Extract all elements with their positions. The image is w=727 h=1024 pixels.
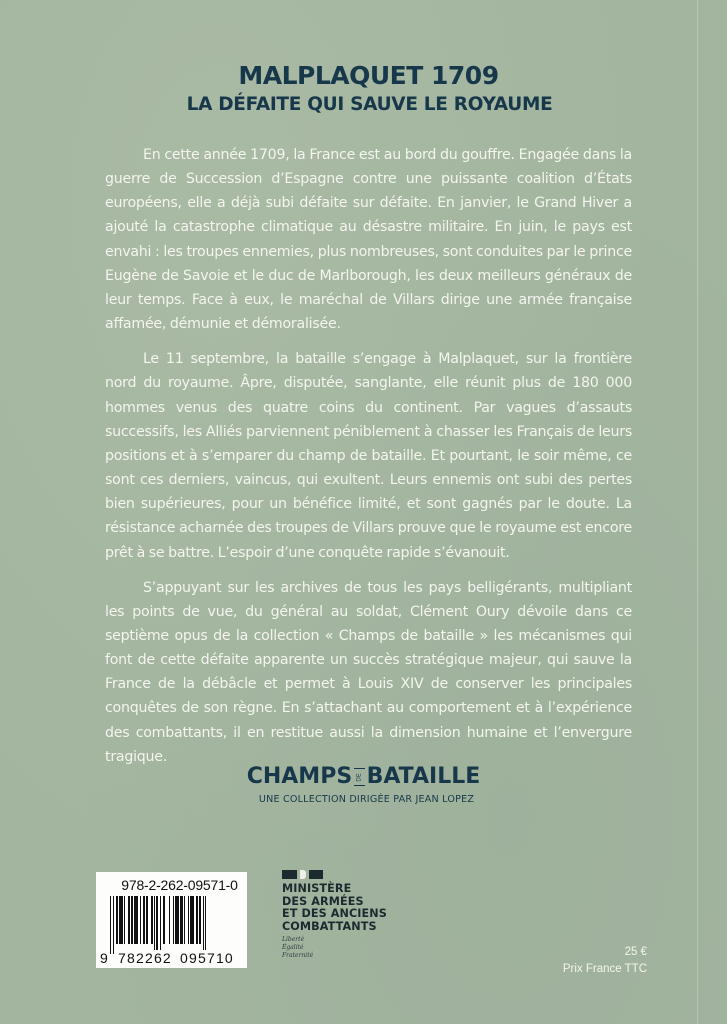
barcode-bar (160, 896, 161, 954)
barcode-bar (140, 896, 141, 944)
barcode-bar (146, 896, 147, 944)
barcode-bar (169, 896, 170, 944)
barcode-bar (113, 896, 114, 954)
barcode-bar (173, 896, 174, 944)
spine-edge (697, 0, 698, 1024)
ean-right-group: 095710 (180, 950, 234, 966)
price-block (563, 944, 647, 978)
collection-tagline: UNE COLLECTION DIRIGÉE PAR JEAN LOPEZ (258, 794, 475, 805)
barcode-bar (163, 896, 166, 944)
barcode-bar (188, 896, 189, 944)
isbn-number: 978-2-262-09571-0 (121, 877, 238, 893)
back-cover-blurb (105, 143, 632, 780)
ministry-logo (282, 870, 387, 960)
ean-first-digit: 9 (100, 950, 108, 966)
title-block (0, 60, 727, 118)
barcode-bars (110, 896, 240, 954)
blurb-paragraph-1: En cette année 1709, la France est au bord du gouffre. Engagée dans la guerre de Succession d’Espagne contre une puissante coalition d’États européens, elle a déjà subi défaite sur défaite. En janvier, le Grand Hiver a ajouté la catastrophe climatique au désastre militaire. En juin, le pays est envahi : les troupes ennemies, plus nombreuses, sont conduites par le prince Eugène de Savoie et le duc de Marlborough, les deux meilleurs généraux de leur temps. Face à eux, le maréchal de Villars dirige une armée française affamée, démunie et démoralisée. (105, 147, 632, 333)
price-label: Prix France TTC (562, 963, 647, 975)
barcode-bar (180, 896, 183, 944)
ean-left-group: 782262 (118, 950, 172, 966)
emblem-profile (300, 870, 306, 879)
marianne-emblem-icon (282, 870, 387, 879)
blurb-paragraph-2: Le 11 septembre, la bataille s’engage à Malplaquet, sur la frontière nord du royaume. Âpre, disputée, sanglante, elle réunit plus de 180 000 hommes venus des quatre coins du continent. Par vagues d’assauts successifs, les Alliés parviennent péniblement à chasser les Français de leurs positions et à s’emparer du champ de bataille. Et pourtant, le soir même, ce sont ces derniers, vaincus, qui exultent. Leurs ennemis ont subi des pertes bien supérieures, pour un bénéfice limité, et sont gagnés par le doute. La résistance acharnée des troupes de Villars prouve que le royaume est encore prêt à se battre. L’espoir d’une conquête rapide s’évanouit. (105, 351, 632, 561)
barcode-bar (128, 896, 131, 944)
collection-logo-champs: CHAMPS (246, 764, 353, 789)
isbn-barcode (96, 872, 247, 968)
price-amount: 25 € (624, 946, 647, 958)
collection-logo-bataille: BATAILLE (366, 764, 481, 789)
barcode-bar (190, 896, 194, 944)
barcode-bar (199, 896, 202, 944)
collection-branding (0, 763, 727, 805)
barcode-bar (154, 896, 155, 954)
collection-logo-de: DE (354, 768, 364, 786)
barcode-bar (151, 896, 152, 944)
barcode-bar (124, 896, 125, 944)
barcode-bar (196, 896, 197, 944)
barcode-bar (175, 896, 179, 944)
barcode-bar (131, 896, 132, 944)
barcode-bar (134, 896, 138, 944)
book-subtitle: LA DÉFAITE QUI SAUVE LE ROYAUME (186, 94, 553, 115)
barcode-bar (184, 896, 185, 944)
barcode-bar (116, 896, 117, 944)
barcode-bar (156, 896, 157, 954)
barcode-bar (143, 896, 146, 944)
emblem-left-block (282, 870, 297, 879)
emblem-right-block (309, 870, 323, 879)
barcode-bar (119, 896, 123, 944)
book-title: MALPLAQUET 1709 (238, 61, 499, 90)
barcode-bar (203, 896, 204, 954)
collection-logo (247, 763, 481, 791)
ministry-name: MINISTÈRE DES ARMÉES ET DES ANCIENS COMBATTANTS (282, 882, 387, 933)
blurb-paragraph-3: S’appuyant sur les archives de tous les pays belligérants, multipliant les points de vue, du général au soldat, Clément Oury dévoile dans ce septième opus de la collection « Champs de bataille » les mécanismes qui font de cette défaite apparente un succès stratégique majeur, qui sauve la France de la débâcle et permet à Louis XIV de conserver les principales conquêtes de son règne. En s’attachant au comportement et à l’expérience des combattants, il en restitue aussi la dimension humaine et l’envergure tragique. (105, 579, 632, 765)
barcode-bar (110, 896, 111, 954)
barcode-bar (205, 896, 206, 954)
republic-motto: Liberté Égalité Fraternité (282, 936, 314, 959)
